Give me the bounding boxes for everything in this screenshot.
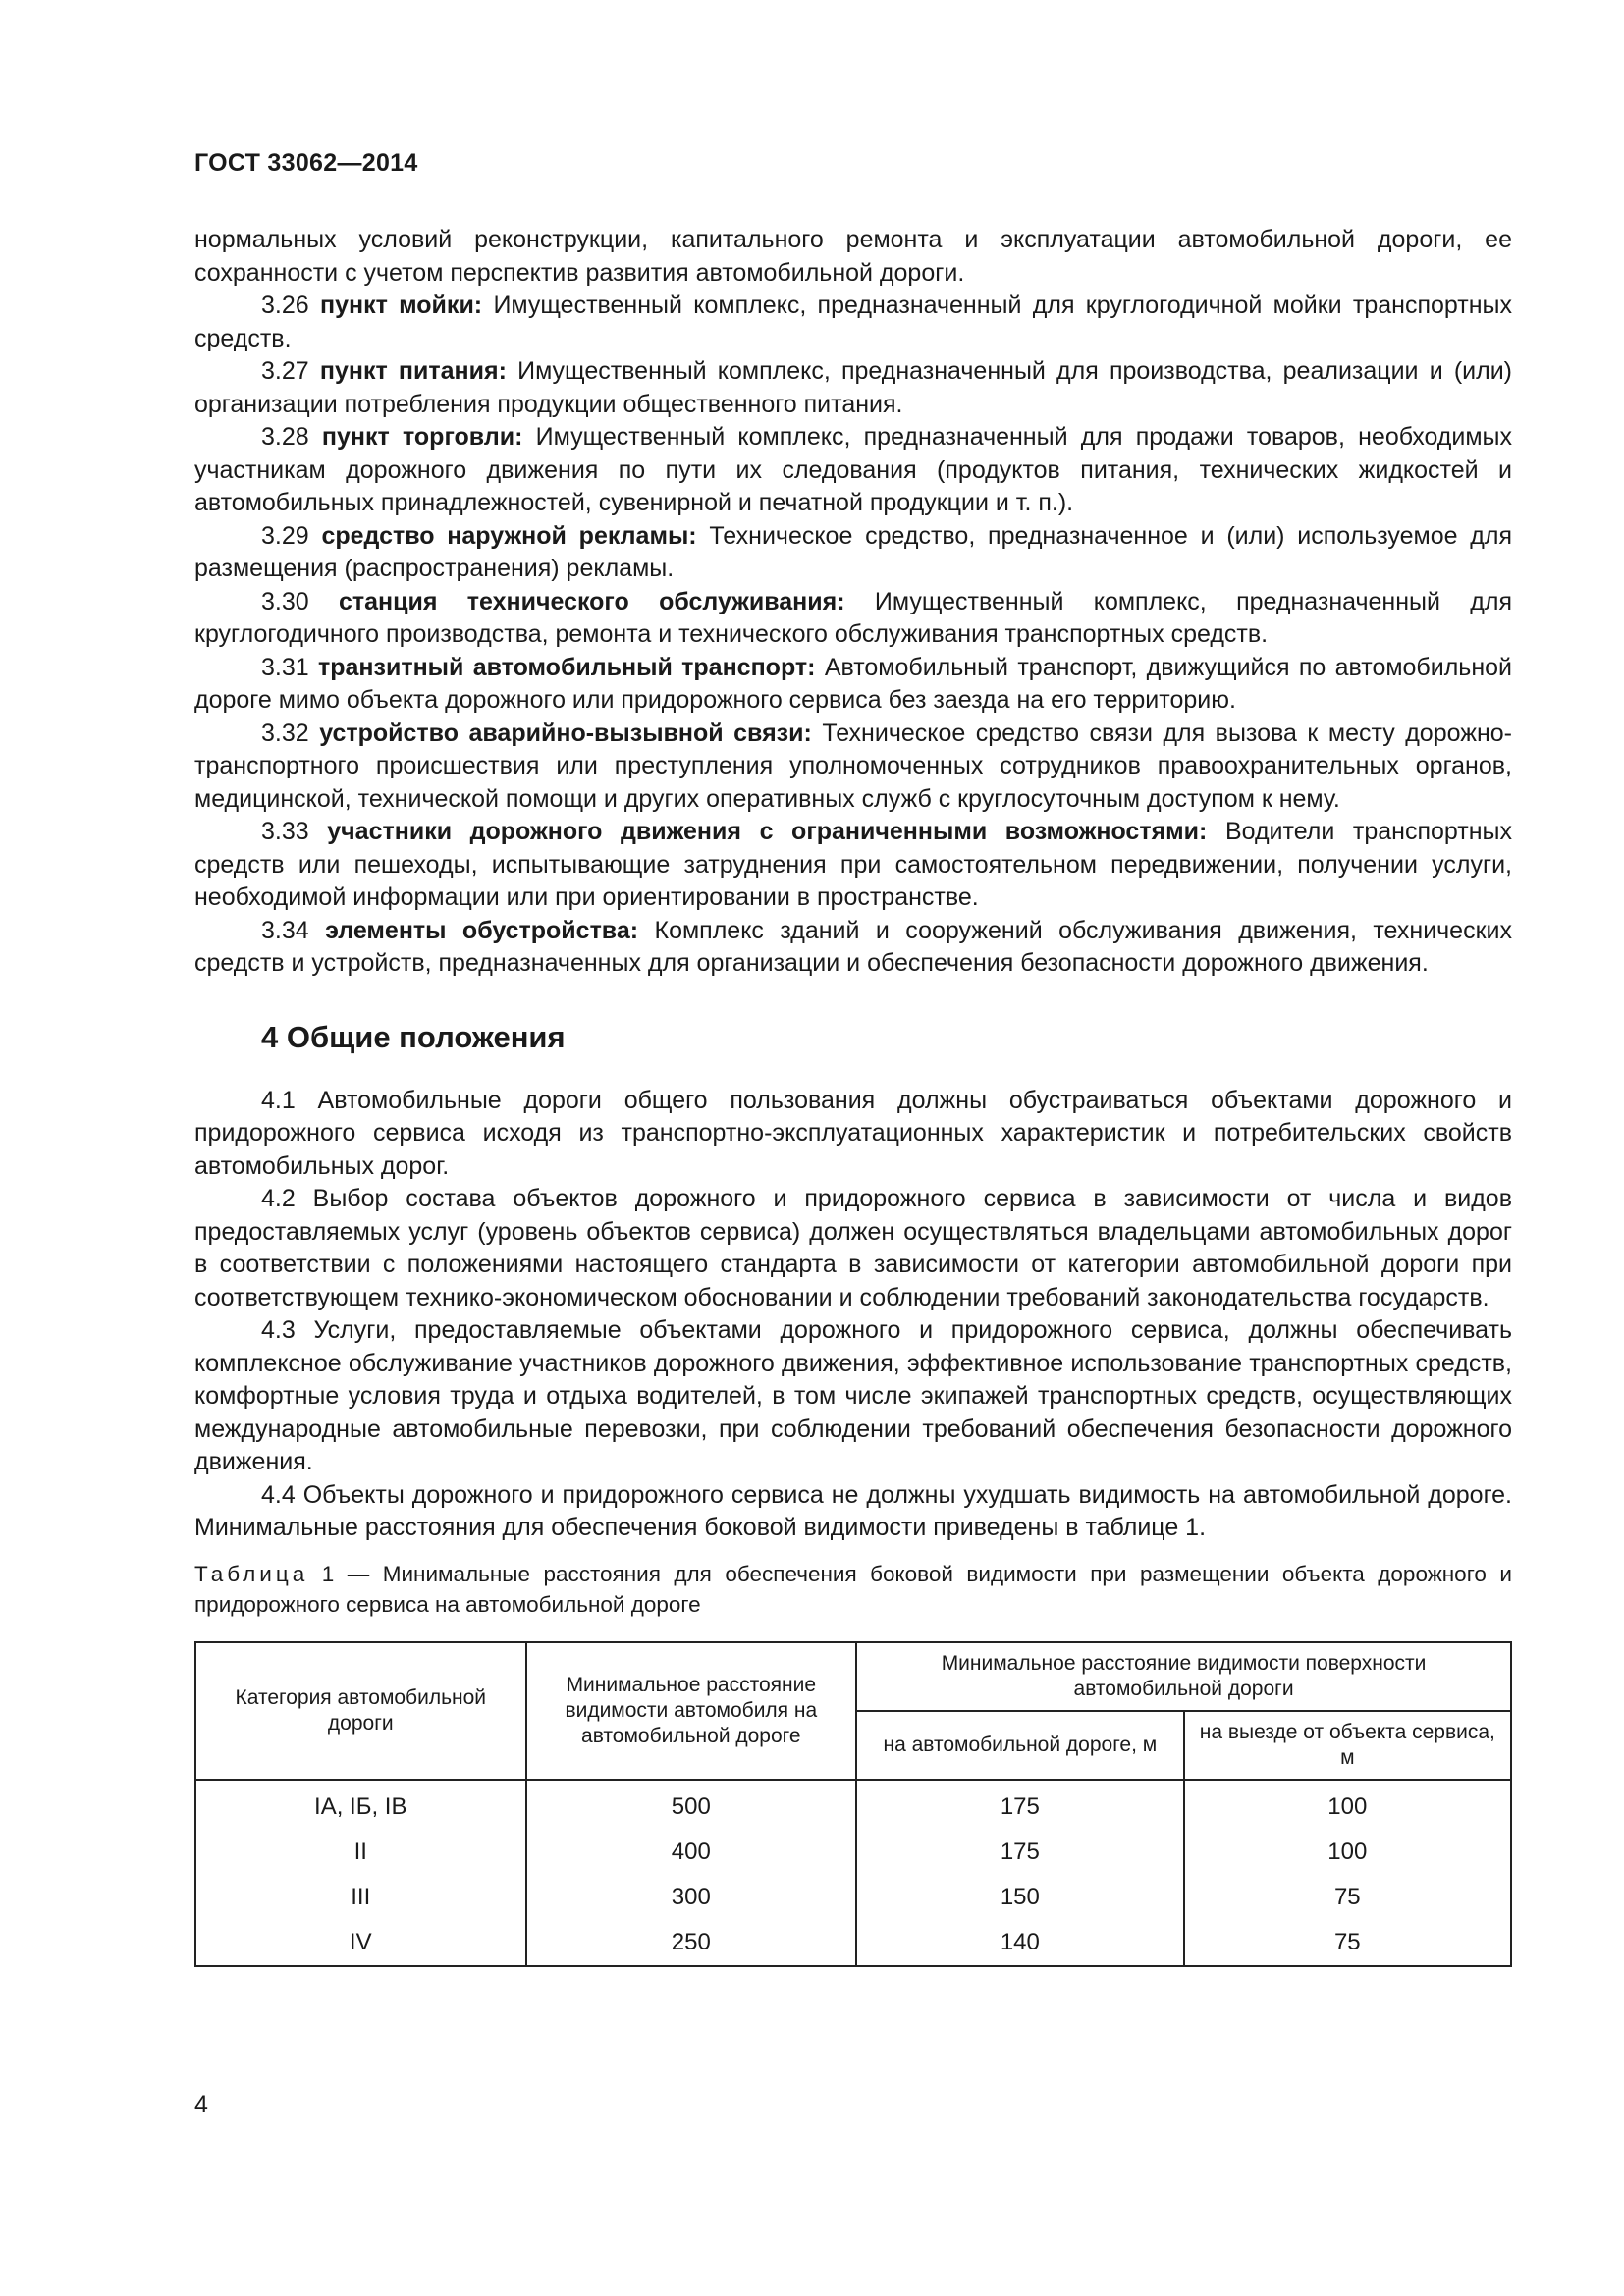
standard-header: ГОСТ 33062—2014 — [194, 149, 418, 177]
term-3-34 — [194, 915, 1512, 981]
term-number: 3.26 — [261, 292, 309, 319]
paragraph-continuation: нормальных условий реконструкции, капитального ремонта и эксплуатации автомобильной дороги, ее сохранности с учетом перспектив развития автомобильной дороги. — [194, 226, 1512, 287]
clause-4-1: 4.1 Автомобильные дороги общего пользования должны обустраиваться объектами дорожного и придорожного сервиса исходя из транспортно-эксплуатационных характеристик и потребительских свойств автомобильных дорог. — [194, 1086, 1512, 1180]
term-name: транзитный автомобильный транспорт: — [318, 653, 816, 681]
term-3-28 — [194, 421, 1512, 520]
term-name: станция технического обслуживания: — [339, 587, 845, 615]
term-name: пункт мойки: — [319, 292, 483, 319]
table-caption-label: Таблица — [194, 1561, 309, 1586]
visibility-distance-table — [194, 1641, 1512, 1967]
cell-exit: 100 — [1184, 1830, 1511, 1875]
header-surface-visibility: Минимальное расстояние видимости поверхности автомобильной дороги — [856, 1642, 1511, 1711]
term-definition: Имущественный комплекс, предназначенный для круглогодичной мойки транспортных средств. — [194, 292, 1512, 352]
header-on-road: на автомобильной дороге, м — [856, 1711, 1184, 1780]
term-definition: Техническое средство связи для вызова к месту дорожно-транспортного происшествия или преступления уполномоченных сотрудников правоохранительных органов, медицинской, технической помощи и других оперативных служб с круглосуточным доступом к нему. — [194, 719, 1512, 813]
term-number: 3.31 — [261, 653, 309, 681]
cell-category: II — [195, 1830, 526, 1875]
term-number: 3.29 — [261, 521, 309, 550]
term-number: 3.33 — [261, 818, 309, 845]
term-definition: Имущественный комплекс, предназначенный для круглогодичного производства, ремонта и технического обслуживания транспортных средств. — [194, 587, 1513, 648]
table-row — [195, 1875, 1511, 1920]
cell-category: IA, IБ, IB — [195, 1780, 526, 1830]
term-number: 3.30 — [261, 587, 309, 615]
cell-vehicle: 500 — [526, 1780, 857, 1830]
table-row — [195, 1780, 1511, 1830]
cell-exit: 75 — [1184, 1920, 1511, 1966]
table-caption-text: 1 — Минимальные расстояния для обеспечения боковой видимости при размещении объекта дорожного и придорожного сервиса на автомобильной дороге — [194, 1561, 1512, 1617]
clause-4-4: 4.4 Объекты дорожного и придорожного сервиса не должны ухудшать видимость на автомобильной дороге. Минимальные расстояния для обеспечения боковой видимости приведены в таблице 1. — [194, 1480, 1512, 1541]
table-caption — [194, 1559, 1512, 1620]
table-row — [195, 1920, 1511, 1966]
table-row — [195, 1830, 1511, 1875]
term-3-31 — [194, 652, 1512, 718]
clause-4-2: 4.2 Выбор состава объектов дорожного и придорожного сервиса в зависимости от числа и видов предоставляемых услуг (уровень объектов сервиса) должен осуществляться владельцами автомобильных дорог в соответствии с положениями настоящего стандарта в зависимости от категории автомобильной дороги при соответствующем технико-экономическом обосновании и соблюдении требований законодательства государств. — [194, 1185, 1512, 1311]
term-definition: Комплекс зданий и сооружений обслуживания движения, технических средств и устройств, предназначенных для организации и обеспечения безопасности дорожного движения. — [194, 916, 1512, 977]
term-name: пункт торговли: — [321, 423, 523, 451]
term-number: 3.27 — [261, 357, 309, 385]
term-definition: Техническое средство, предназначенное и (или) используемое для размещения (распространения) рекламы. — [194, 521, 1513, 582]
document-body — [194, 224, 1512, 1967]
term-3-26 — [194, 290, 1512, 355]
term-definition: Автомобильный транспорт, движущийся по автомобильной дороге мимо объекта дорожного или придорожного сервиса без заезда на его территорию. — [194, 653, 1513, 714]
cell-category: III — [195, 1875, 526, 1920]
term-definition: Имущественный комплекс, предназначенный для производства, реализации и (или) организации потребления продукции общественного питания. — [194, 357, 1513, 418]
term-definition: Имущественный комплекс, предназначенный для продажи товаров, необходимых участникам дорожного движения по пути их следования (продуктов питания, технических жидкостей и автомобильных принадлежностей, сувенирной и печатной продукции и т. п.). — [194, 423, 1513, 516]
section-heading: 4 Общие положения — [261, 1019, 566, 1054]
term-name: элементы обустройства: — [325, 916, 639, 944]
header-service-exit: на выезде от объекта сервиса, м — [1184, 1711, 1511, 1780]
clause-4-3: 4.3 Услуги, предоставляемые объектами дорожного и придорожного сервиса, должны обеспечивать комплексное обслуживание участников дорожного движения, эффективное использование транспортных средств, комфортные условия труда и отдыха водителей, в том числе экипажей транспортных средств, осуществляющих международные автомобильные перевозки, при соблюдении требований обеспечения безопасности дорожного движения. — [194, 1316, 1512, 1475]
term-name: участники дорожного движения с ограниченными возможностями: — [327, 818, 1208, 845]
term-name: пункт питания: — [319, 357, 507, 385]
cell-vehicle: 250 — [526, 1920, 857, 1966]
cell-vehicle: 400 — [526, 1830, 857, 1875]
term-name: устройство аварийно-вызывной связи: — [319, 719, 812, 747]
cell-exit: 75 — [1184, 1875, 1511, 1920]
header-vehicle-visibility: Минимальное расстояние видимости автомобиля на автомобильной дороге — [526, 1642, 857, 1780]
term-3-29 — [194, 520, 1512, 586]
term-3-33 — [194, 816, 1512, 915]
term-3-27 — [194, 355, 1512, 421]
term-3-32 — [194, 718, 1512, 817]
cell-on-road: 140 — [856, 1920, 1184, 1966]
cell-on-road: 175 — [856, 1780, 1184, 1830]
term-definition: Водители транспортных средств или пешеходы, испытывающие затруднения при самостоятельном передвижении, получении услуги, необходимой информации или при ориентировании в пространстве. — [194, 818, 1512, 911]
cell-on-road: 150 — [856, 1875, 1184, 1920]
term-number: 3.34 — [261, 916, 309, 944]
term-number: 3.28 — [261, 423, 309, 451]
cell-on-road: 175 — [856, 1830, 1184, 1875]
cell-category: IV — [195, 1920, 526, 1966]
term-number: 3.32 — [261, 719, 309, 747]
cell-exit: 100 — [1184, 1780, 1511, 1830]
term-3-30 — [194, 586, 1512, 652]
term-name: средство наружной рекламы: — [321, 521, 697, 550]
header-category: Категория автомобильной дороги — [195, 1642, 526, 1780]
cell-vehicle: 300 — [526, 1875, 857, 1920]
page-number: 4 — [194, 2091, 208, 2118]
